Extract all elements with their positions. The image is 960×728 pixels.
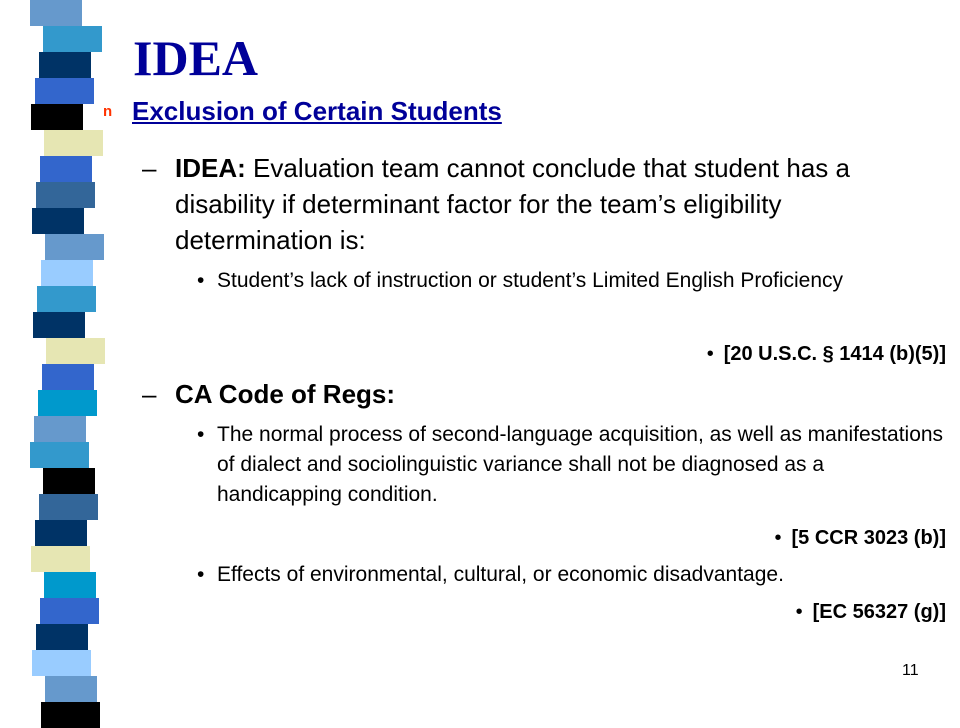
dot-bullet: • <box>795 601 803 623</box>
stripe-segment <box>39 52 91 78</box>
stripe-segment <box>40 156 92 182</box>
stripe-segment <box>44 572 96 598</box>
stripe-segment <box>39 494 98 520</box>
stripe-segment <box>36 182 95 208</box>
idea-label: IDEA: <box>175 153 246 183</box>
ca-citation-2-text: [EC 56327 (g)] <box>812 601 946 623</box>
stripe-segment <box>35 78 94 104</box>
slide-title: IDEA <box>133 30 259 86</box>
stripe-segment <box>32 650 91 676</box>
ca-citation-1 <box>775 524 947 552</box>
stripe-segment <box>38 390 97 416</box>
stripe-segment <box>31 104 83 130</box>
dash-bullet: – <box>142 153 157 183</box>
square-bullet-icon: n <box>103 103 113 120</box>
stripe-segment <box>33 312 85 338</box>
stripe-segment <box>30 0 82 26</box>
dash-bullet: – <box>142 379 157 409</box>
decorative-stripe <box>0 0 110 720</box>
idea-citation <box>707 340 946 368</box>
slide-number: 11 <box>902 662 919 679</box>
stripe-segment <box>40 598 99 624</box>
ca-subitem-2-text: Effects of environmental, cultural, or economic disadvantage. <box>217 563 784 586</box>
idea-text <box>175 150 945 258</box>
stripe-segment <box>41 260 93 286</box>
stripe-segment <box>45 676 97 702</box>
dot-bullet: • <box>197 563 205 586</box>
dot-bullet: • <box>774 527 782 549</box>
stripe-segment <box>37 286 96 312</box>
idea-subitem-text: Student’s lack of instruction or student’s Limited English Proficiency <box>217 269 844 292</box>
stripe-segment <box>30 442 89 468</box>
stripe-segment <box>43 468 95 494</box>
stripe-segment <box>43 26 102 52</box>
idea-citation-text: [20 U.S.C. § 1414 (b)(5)] <box>723 343 946 365</box>
ca-citation-2 <box>796 598 946 626</box>
stripe-segment <box>44 130 103 156</box>
stripe-segment <box>45 234 104 260</box>
stripe-segment <box>35 520 87 546</box>
stripe-segment <box>42 364 94 390</box>
idea-body: Evaluation team cannot conclude that student has a disability if determinant factor for the team’s eligibility determination is: <box>175 153 850 255</box>
dot-bullet: • <box>706 343 714 365</box>
stripe-segment <box>46 338 105 364</box>
ca-citation-1-text: [5 CCR 3023 (b)] <box>791 527 946 549</box>
dot-bullet: • <box>197 423 205 446</box>
ca-text <box>175 376 945 412</box>
stripe-segment <box>36 624 88 650</box>
stripe-segment <box>34 416 86 442</box>
stripe-segment <box>31 546 90 572</box>
stripe-segment <box>32 208 84 234</box>
dot-bullet: • <box>197 269 205 292</box>
ca-subitem-1-text: The normal process of second-language acquisition, as well as manifestations of dialect and sociolinguistic variance shall not be diagnosed as a handicapping condition. <box>217 423 944 506</box>
ca-label: CA Code of Regs: <box>175 379 396 409</box>
section-heading: Exclusion of Certain Students <box>132 96 502 126</box>
stripe-segment <box>41 702 100 728</box>
